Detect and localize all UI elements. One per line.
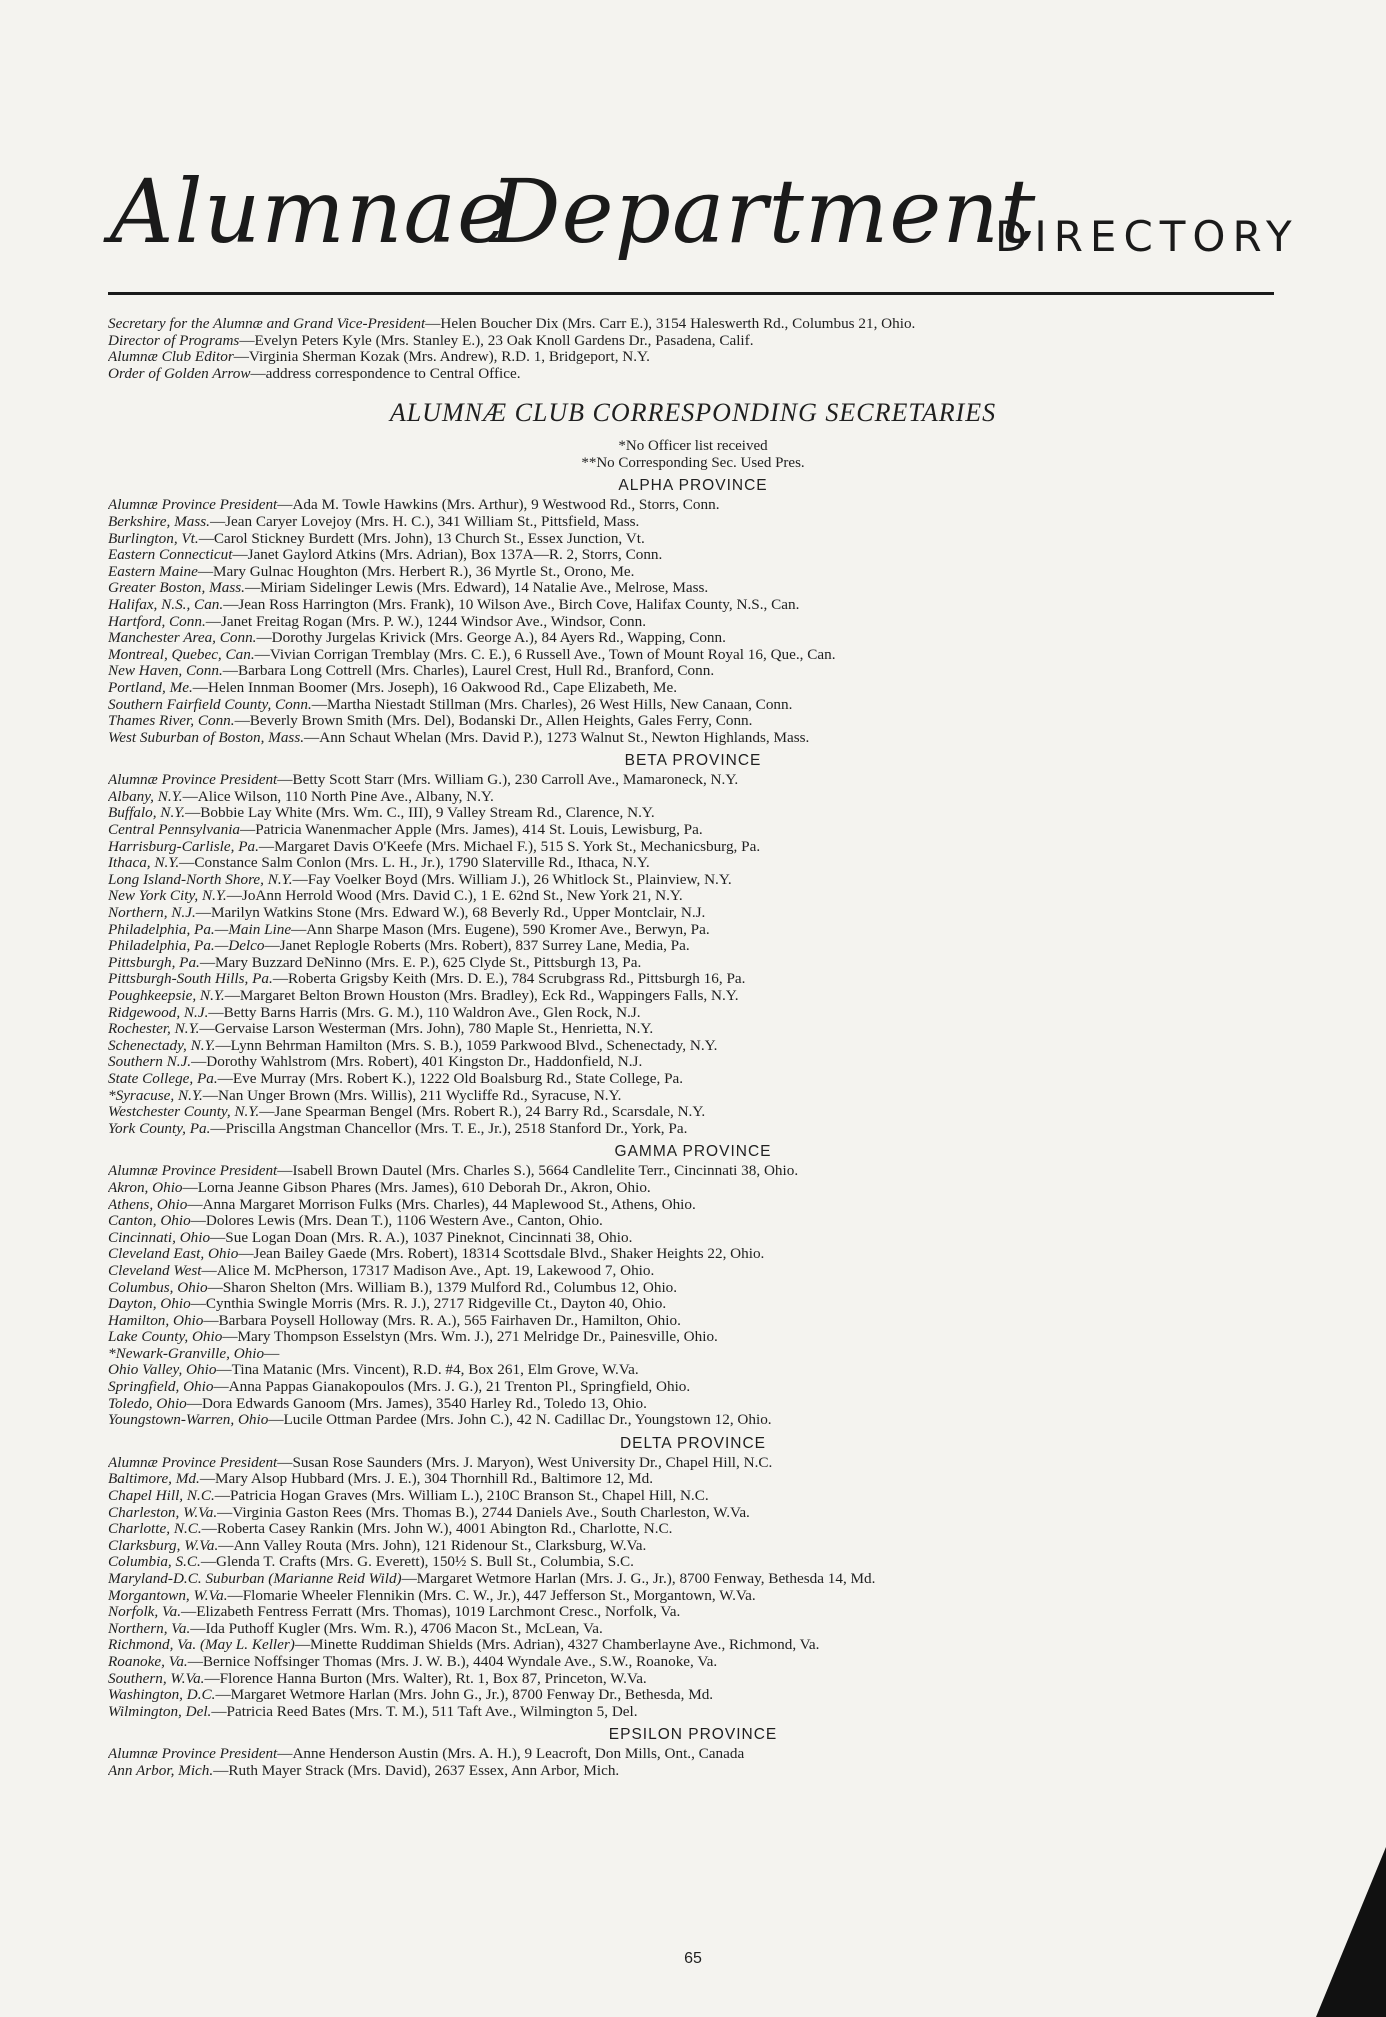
- entry-place: Ridgewood, N.J.: [108, 1004, 209, 1021]
- entry-place: Eastern Maine: [108, 563, 198, 580]
- entry-place: Youngstown-Warren, Ohio: [108, 1412, 269, 1429]
- entry-details: —Dolores Lewis (Mrs. Dean T.), 1106 Western Ave., Canton, Ohio.: [190, 1213, 603, 1230]
- entry-place: Manchester Area, Conn.: [108, 630, 257, 647]
- entry-details: —Jean Caryer Lovejoy (Mrs. H. C.), 341 William St., Pittsfield, Mass.: [209, 513, 640, 530]
- entry-place: Rochester, N.Y.: [108, 1021, 200, 1038]
- entry-place: Canton, Ohio: [108, 1213, 191, 1230]
- entry-place: Westchester County, N.Y.: [108, 1104, 260, 1121]
- entry-details: —Tina Matanic (Mrs. Vincent), R.D. #4, Box 261, Elm Grove, W.Va.: [216, 1362, 639, 1379]
- entry-details: —Patricia Wanenmacher Apple (Mrs. James), 414 St. Louis, Lewisburg, Pa.: [240, 822, 703, 839]
- entry-place: Harrisburg-Carlisle, Pa.: [108, 838, 259, 855]
- entry-details: —Barbara Poysell Holloway (Mrs. R. A.), 565 Fairhaven Dr., Hamilton, Ohio.: [203, 1312, 681, 1329]
- entry-details: —Martha Niestadt Stillman (Mrs. Charles), 26 West Hills, New Canaan, Conn.: [311, 696, 793, 713]
- club-entry: [108, 1538, 1278, 1555]
- entry-details: —Florence Hanna Burton (Mrs. Walter), Rt. 1, Box 87, Princeton, W.Va.: [204, 1670, 647, 1687]
- officers-list: [108, 316, 1278, 382]
- entry-place: State College, Pa.: [108, 1070, 218, 1087]
- club-entry: [108, 905, 1278, 922]
- entry-details: —Eve Murray (Mrs. Robert K.), 1222 Old Boalsburg Rd., State College, Pa.: [217, 1070, 684, 1087]
- club-entry: [108, 855, 1278, 872]
- entry-place: Norfolk, Va.: [108, 1604, 181, 1621]
- entry-details: —Anne Henderson Austin (Mrs. A. H.), 9 Leacroft, Don Mills, Ont., Canada: [277, 1746, 745, 1763]
- entry-details: —Ruth Mayer Strack (Mrs. David), 2637 Essex, Ann Arbor, Mich.: [213, 1762, 620, 1779]
- entry-place: Long Island-North Shore, N.Y.: [108, 871, 293, 888]
- entry-details: —Jane Spearman Bengel (Mrs. Robert R.), 24 Barry Rd., Scarsdale, N.Y.: [259, 1104, 706, 1121]
- club-entry: [108, 1362, 1278, 1379]
- entry-place: Cincinnati, Ohio: [108, 1229, 211, 1246]
- entry-place: Alumnæ Province President: [108, 772, 278, 789]
- entry-details: —Mary Thompson Esselstyn (Mrs. Wm. J.), 271 Melridge Dr., Painesville, Ohio.: [222, 1329, 718, 1346]
- entry-place: Halifax, N.S., Can.: [108, 596, 224, 613]
- officer-role: Secretary for the Alumnæ and Grand Vice-President: [108, 316, 426, 332]
- entry-place: Ann Arbor, Mich.: [108, 1762, 214, 1779]
- club-entry: [108, 697, 1278, 714]
- entry-details: —Mary Alsop Hubbard (Mrs. J. E.), 304 Thornhill Rd., Baltimore 12, Md.: [199, 1471, 654, 1488]
- entry-details: —Dora Edwards Ganoom (Mrs. James), 3540 Harley Rd., Toledo 13, Ohio.: [186, 1395, 647, 1412]
- club-entry: [108, 1005, 1278, 1022]
- club-entry: [108, 1379, 1278, 1396]
- entry-details: —Roberta Grigsby Keith (Mrs. D. E.), 784 Scrubgrass Rd., Pittsburgh 16, Pa.: [272, 971, 746, 988]
- club-entry: [108, 922, 1278, 939]
- club-entry: [108, 1021, 1278, 1038]
- club-entry: [108, 1246, 1278, 1263]
- officer-entry: [108, 349, 1278, 366]
- club-entry: [108, 1280, 1278, 1297]
- entry-details: —Mary Gulnac Houghton (Mrs. Herbert R.), 36 Myrtle St., Orono, Me.: [197, 563, 635, 580]
- entry-place: Pittsburgh, Pa.: [108, 954, 200, 971]
- club-entry: [108, 580, 1278, 597]
- club-entry: [108, 1671, 1278, 1688]
- entry-details: —Mary Buzzard DeNinno (Mrs. E. P.), 625 Clyde St., Pittsburgh 13, Pa.: [199, 954, 642, 971]
- club-entry: [108, 1488, 1278, 1505]
- entry-place: Poughkeepsie, N.Y.: [108, 988, 225, 1004]
- club-entry: [108, 1054, 1278, 1071]
- club-entry: [108, 1197, 1278, 1214]
- entry-details: —Janet Gaylord Atkins (Mrs. Adrian), Box 137A—R. 2, Storrs, Conn.: [232, 547, 663, 564]
- club-entry: [108, 1396, 1278, 1413]
- entry-details: —Janet Replogle Roberts (Mrs. Robert), 837 Surrey Lane, Media, Pa.: [264, 938, 690, 955]
- entry-details: —Ann Sharpe Mason (Mrs. Eugene), 590 Kromer Ave., Berwyn, Pa.: [291, 921, 710, 938]
- entry-details: —Patricia Reed Bates (Mrs. T. M.), 511 Taft Ave., Wilmington 5, Del.: [211, 1703, 638, 1720]
- entry-details: —Lorna Jeanne Gibson Phares (Mrs. James), 610 Deborah Dr., Akron, Ohio.: [182, 1179, 651, 1196]
- club-entry: [108, 1263, 1278, 1280]
- provinces-list: [108, 477, 1278, 1779]
- club-entry: [108, 872, 1278, 889]
- club-entry: [108, 647, 1278, 664]
- entry-details: —Nan Unger Brown (Mrs. Willis), 211 Wycliffe Rd., Syracuse, N.Y.: [202, 1087, 622, 1104]
- entry-details: —Dorothy Wahlstrom (Mrs. Robert), 401 Kingston Dr., Haddonfield, N.J.: [191, 1054, 643, 1071]
- club-entry: [108, 630, 1278, 647]
- entry-details: —Janet Freitag Rogan (Mrs. P. W.), 1244 Windsor Ave., Windsor, Conn.: [205, 613, 647, 630]
- entry-place: Philadelphia, Pa.—Main Line: [108, 921, 292, 938]
- club-entry: [108, 1296, 1278, 1313]
- entry-place: Central Pennsylvania: [108, 822, 241, 839]
- officer-entry: [108, 366, 1278, 383]
- entry-place: Hartford, Conn.: [108, 613, 206, 630]
- entry-place: Portland, Me.: [108, 679, 193, 696]
- entry-place: Philadelphia, Pa.—Delco: [108, 938, 265, 955]
- entry-place: Charleston, W.Va.: [108, 1504, 218, 1521]
- entry-details: —Susan Rose Saunders (Mrs. J. Maryon), West University Dr., Chapel Hill, N.C.: [277, 1454, 773, 1471]
- entry-details: —Isabell Brown Dautel (Mrs. Charles S.), 5664 Candlelite Terr., Cincinnati 38, Ohio.: [277, 1163, 799, 1180]
- entry-details: —Fay Voelker Boyd (Mrs. William J.), 26 Whitlock St., Plainview, N.Y.: [292, 871, 732, 888]
- entry-details: —Carol Stickney Burdett (Mrs. John), 13 Church St., Essex Junction, Vt.: [198, 530, 645, 547]
- club-entry: [108, 1604, 1278, 1621]
- club-entry: [108, 1213, 1278, 1230]
- entry-place: Cleveland West: [108, 1262, 202, 1279]
- entry-place: Springfield, Ohio: [108, 1379, 214, 1396]
- entry-place: Richmond, Va. (May L. Keller): [108, 1637, 295, 1654]
- club-section-title: ALUMNÆ CLUB CORRESPONDING SECRETARIES: [389, 398, 997, 428]
- entry-place: Lake County, Ohio: [108, 1329, 223, 1346]
- entry-details: —Margaret Wetmore Harlan (Mrs. J. G., Jr.), 8700 Fenway, Bethesda 14, Md.: [401, 1571, 876, 1587]
- club-entry: [108, 1329, 1278, 1346]
- club-entry: [108, 1588, 1278, 1605]
- club-entry: [108, 1746, 1278, 1763]
- club-entry: [108, 1088, 1278, 1105]
- club-entry: [108, 1654, 1278, 1671]
- entry-details: —Anna Margaret Morrison Fulks (Mrs. Charles), 44 Maplewood St., Athens, Ohio.: [187, 1196, 696, 1213]
- entry-place: Ohio Valley, Ohio: [108, 1362, 217, 1379]
- entry-place: Alumnæ Province President: [108, 497, 278, 514]
- entry-details: —JoAnn Herrold Wood (Mrs. David C.), 1 E. 62nd St., New York 21, N.Y.: [226, 888, 683, 905]
- entry-details: —Ann Schaut Whelan (Mrs. David P.), 1273 Walnut St., Newton Highlands, Mass.: [304, 729, 810, 746]
- province-heading: EPSILON PROVINCE: [608, 1726, 778, 1744]
- club-entry: [108, 564, 1278, 581]
- entry-details: —Anna Pappas Gianakopoulos (Mrs. J. G.), 21 Trenton Pl., Springfield, Ohio.: [213, 1379, 691, 1396]
- club-entry: [108, 1521, 1278, 1538]
- entry-details: —Minette Ruddiman Shields (Mrs. Adrian), 4327 Chamberlayne Ave., Richmond, Va.: [294, 1637, 820, 1654]
- entry-place: Washington, D.C.: [108, 1687, 216, 1704]
- officer-role: Director of Programs: [108, 332, 240, 349]
- entry-place: Wilmington, Del.: [108, 1703, 212, 1720]
- note-no-officer-list: *No Officer list received: [618, 438, 768, 455]
- entry-details: —Margaret Belton Brown Houston (Mrs. Bradley), Eck Rd., Wappingers Falls, N.Y.: [224, 988, 739, 1004]
- entry-details: —Glenda T. Crafts (Mrs. G. Everett), 150½ S. Bull St., Columbia, S.C.: [200, 1554, 634, 1571]
- club-entry: [108, 1071, 1278, 1088]
- club-entry: [108, 1571, 1278, 1588]
- entry-place: New York City, N.Y.: [108, 888, 227, 905]
- entry-details: —Ida Puthoff Kugler (Mrs. Wm. R.), 4706 Macon St., McLean, Va.: [190, 1620, 603, 1637]
- entry-place: Columbus, Ohio: [108, 1279, 208, 1296]
- entry-details: —Bernice Noffsinger Thomas (Mrs. J. W. B.), 4404 Wyndale Ave., S.W., Roanoke, Va.: [187, 1653, 718, 1670]
- club-entry: [108, 531, 1278, 548]
- entry-details: —Betty Barns Harris (Mrs. G. M.), 110 Waldron Ave., Glen Rock, N.J.: [208, 1004, 641, 1021]
- entry-details: —Jean Bailey Gaede (Mrs. Robert), 18314 Scottsdale Blvd., Shaker Heights 22, Ohio.: [238, 1246, 765, 1263]
- club-entry: [108, 888, 1278, 905]
- entry-place: Thames River, Conn.: [108, 713, 235, 730]
- entry-details: —Sharon Shelton (Mrs. William B.), 1379 Mulford Rd., Columbus 12, Ohio.: [207, 1279, 678, 1296]
- entry-place: Roanoke, Va.: [108, 1653, 188, 1670]
- entry-place: New Haven, Conn.: [108, 663, 223, 680]
- title-department: Department: [490, 160, 1037, 263]
- club-entry: [108, 663, 1278, 680]
- entry-details: —Patricia Hogan Graves (Mrs. William L.), 210C Branson St., Chapel Hill, N.C.: [214, 1488, 709, 1505]
- club-entry: [108, 1637, 1278, 1654]
- entry-place: Southern, W.Va.: [108, 1670, 205, 1687]
- entry-place: Baltimore, Md.: [108, 1471, 200, 1488]
- entry-place: West Suburban of Boston, Mass.: [108, 729, 305, 746]
- entry-place: Alumnæ Province President: [108, 1163, 278, 1180]
- club-entry: [108, 1121, 1278, 1138]
- club-entry: [108, 938, 1278, 955]
- title-directory: DIRECTORY: [995, 212, 1299, 261]
- entry-details: —Virginia Gaston Rees (Mrs. Thomas B.), 2744 Daniels Ave., South Charleston, W.Va.: [217, 1504, 750, 1521]
- entry-place: Clarksburg, W.Va.: [108, 1537, 219, 1554]
- club-entry: [108, 614, 1278, 631]
- club-entry: [108, 839, 1278, 856]
- entry-place: Montreal, Quebec, Can.: [108, 646, 255, 663]
- entry-place: Charlotte, N.C.: [108, 1521, 202, 1538]
- entry-details: —Lynn Behrman Hamilton (Mrs. S. B.), 1059 Parkwood Blvd., Schenectady, N.Y.: [215, 1037, 718, 1054]
- entry-details: —Jean Ross Harrington (Mrs. Frank), 10 Wilson Ave., Birch Cove, Halifax County, N.S., Can.: [223, 596, 800, 613]
- entry-place: Hamilton, Ohio: [108, 1312, 204, 1329]
- club-entry: [108, 1163, 1278, 1180]
- entry-details: —Helen Innman Boomer (Mrs. Joseph), 16 Oakwood Rd., Cape Elizabeth, Me.: [192, 679, 678, 696]
- entry-details: —Margaret Davis O'Keefe (Mrs. Michael F.), 515 S. York St., Mechanicsburg, Pa.: [258, 838, 761, 855]
- club-entry: [108, 1455, 1278, 1472]
- note-no-corresponding-sec: **No Corresponding Sec. Used Pres.: [581, 454, 805, 471]
- entry-details: —Lucile Ottman Pardee (Mrs. John C.), 42 N. Cadillac Dr., Youngstown 12, Ohio.: [268, 1412, 772, 1429]
- entry-place: Burlington, Vt.: [108, 530, 199, 547]
- entry-details: —Sue Logan Doan (Mrs. R. A.), 1037 Pineknot, Cincinnati 38, Ohio.: [210, 1229, 633, 1246]
- entry-details: —Bobbie Lay White (Mrs. Wm. C., III), 9 Valley Stream Rd., Clarence, N.Y.: [185, 805, 655, 822]
- entry-place: *Newark-Granville, Ohio: [108, 1345, 265, 1362]
- entry-place: Toledo, Ohio: [108, 1395, 187, 1412]
- entry-place: Columbia, S.C.: [108, 1554, 201, 1571]
- entry-place: Greater Boston, Mass.: [108, 580, 245, 597]
- entry-details: —Flomarie Wheeler Flennikin (Mrs. C. W., Jr.), 447 Jefferson St., Morgantown, W.Va.: [227, 1587, 756, 1604]
- entry-details: —Alice M. McPherson, 17317 Madison Ave., Apt. 19, Lakewood 7, Ohio.: [201, 1262, 655, 1279]
- entry-details: —Roberta Casey Rankin (Mrs. John W.), 4001 Abington Rd., Charlotte, N.C.: [201, 1521, 673, 1538]
- entry-place: Akron, Ohio: [108, 1179, 183, 1196]
- entry-details: —Beverly Brown Smith (Mrs. Del), Bodanski Dr., Allen Heights, Gales Ferry, Conn.: [234, 713, 753, 730]
- club-entry: [108, 1763, 1278, 1780]
- scan-corner-shadow: [1316, 1847, 1386, 2017]
- entry-place: Athens, Ohio: [108, 1196, 188, 1213]
- club-entry: [108, 955, 1278, 972]
- entry-place: York County, Pa.: [108, 1120, 211, 1137]
- entry-place: Cleveland East, Ohio: [108, 1246, 239, 1263]
- entry-place: Southern N.J.: [108, 1054, 192, 1071]
- entry-details: —Helen Boucher Dix (Mrs. Carr E.), 3154 Haleswerth Rd., Columbus 21, Ohio.: [425, 316, 916, 332]
- directory-content: [108, 316, 1278, 1780]
- club-entry: [108, 1621, 1278, 1638]
- entry-place: Alumnæ Province President: [108, 1454, 278, 1471]
- club-entry: [108, 1412, 1278, 1429]
- entry-place: Dayton, Ohio: [108, 1296, 191, 1313]
- entry-details: —Elizabeth Fentress Ferratt (Mrs. Thomas), 1019 Larchmont Cresc., Norfolk, Va.: [181, 1604, 681, 1621]
- club-entry: [108, 1505, 1278, 1522]
- club-entry: [108, 822, 1278, 839]
- entry-place: *Syracuse, N.Y.: [108, 1087, 203, 1104]
- club-entry: [108, 1704, 1278, 1721]
- entry-details: —Marilyn Watkins Stone (Mrs. Edward W.), 68 Beverly Rd., Upper Montclair, N.J.: [195, 905, 706, 922]
- club-entry: [108, 1038, 1278, 1055]
- title-alumnae: Alumnae: [110, 160, 511, 263]
- club-entry: [108, 988, 1278, 1005]
- entry-details: —Betty Scott Starr (Mrs. William G.), 230 Carroll Ave., Mamaroneck, N.Y.: [277, 772, 739, 789]
- entry-place: Berkshire, Mass.: [108, 513, 210, 530]
- club-entry: [108, 597, 1278, 614]
- club-entry: [108, 1554, 1278, 1571]
- entry-details: —Evelyn Peters Kyle (Mrs. Stanley E.), 23 Oak Knoll Gardens Dr., Pasadena, Calif.: [239, 332, 754, 349]
- entry-details: —Ann Valley Routa (Mrs. John), 121 Ridenour St., Clarksburg, W.Va.: [218, 1537, 647, 1554]
- entry-place: Eastern Connecticut: [108, 547, 233, 564]
- entry-place: Maryland-D.C. Suburban (Marianne Reid Wild): [108, 1571, 402, 1587]
- club-entry: [108, 713, 1278, 730]
- club-entry: [108, 1313, 1278, 1330]
- entry-details: —Virginia Sherman Kozak (Mrs. Andrew), R.D. 1, Bridgeport, N.Y.: [233, 349, 650, 366]
- province-heading: BETA PROVINCE: [624, 752, 762, 770]
- club-entry: [108, 1230, 1278, 1247]
- club-entry: [108, 1104, 1278, 1121]
- club-entry: [108, 497, 1278, 514]
- entry-details: —Alice Wilson, 110 North Pine Ave., Albany, N.Y.: [182, 788, 494, 805]
- entry-place: Chapel Hill, N.C.: [108, 1488, 215, 1505]
- officer-entry: [108, 316, 1278, 333]
- club-entry: [108, 805, 1278, 822]
- entry-details: —Miriam Sidelinger Lewis (Mrs. Edward), 14 Natalie Ave., Melrose, Mass.: [244, 580, 709, 597]
- club-entry: [108, 789, 1278, 806]
- entry-place: Albany, N.Y.: [108, 788, 183, 805]
- club-entry: [108, 1471, 1278, 1488]
- entry-details: —: [264, 1345, 280, 1362]
- entry-details: —Priscilla Angstman Chancellor (Mrs. T. E., Jr.), 2518 Stanford Dr., York, Pa.: [210, 1120, 688, 1137]
- entry-place: Northern, Va.: [108, 1620, 191, 1637]
- officer-entry: [108, 333, 1278, 350]
- entry-place: Schenectady, N.Y.: [108, 1037, 216, 1054]
- club-entry: [108, 772, 1278, 789]
- club-entry: [108, 1180, 1278, 1197]
- club-entry: [108, 730, 1278, 747]
- entry-details: —Cynthia Swingle Morris (Mrs. R. J.), 2717 Ridgeville Ct., Dayton 40, Ohio.: [190, 1296, 667, 1313]
- entry-details: —Vivian Corrigan Tremblay (Mrs. C. E.), 6 Russell Ave., Town of Mount Royal 16, Que., Can.: [254, 646, 836, 663]
- entry-details: —Dorothy Jurgelas Krivick (Mrs. George A.), 84 Ayers Rd., Wapping, Conn.: [256, 630, 726, 647]
- club-entry: [108, 971, 1278, 988]
- entry-place: Morgantown, W.Va.: [108, 1587, 228, 1604]
- club-entry: [108, 547, 1278, 564]
- header-rule: [108, 292, 1274, 295]
- masthead: [110, 140, 1299, 290]
- club-entry: [108, 680, 1278, 697]
- entry-place: Ithaca, N.Y.: [108, 855, 180, 872]
- entry-place: Northern, N.J.: [108, 905, 196, 922]
- entry-details: —Ada M. Towle Hawkins (Mrs. Arthur), 9 Westwood Rd., Storrs, Conn.: [277, 497, 720, 514]
- entry-details: —Barbara Long Cottrell (Mrs. Charles), Laurel Crest, Hull Rd., Branford, Conn.: [222, 663, 715, 680]
- entry-details: —Margaret Wetmore Harlan (Mrs. John G., Jr.), 8700 Fenway Dr., Bethesda, Md.: [215, 1687, 714, 1704]
- club-entry: [108, 1346, 1278, 1363]
- entry-details: —Constance Salm Conlon (Mrs. L. H., Jr.), 1790 Slaterville Rd., Ithaca, N.Y.: [179, 855, 650, 872]
- entry-place: Buffalo, N.Y.: [108, 805, 186, 822]
- entry-place: Pittsburgh-South Hills, Pa.: [108, 971, 273, 988]
- officer-role: Alumnæ Club Editor: [108, 349, 234, 366]
- officer-role: Order of Golden Arrow: [108, 365, 251, 382]
- province-heading: GAMMA PROVINCE: [614, 1143, 772, 1161]
- entry-details: —Gervaise Larson Westerman (Mrs. John), 780 Maple St., Henrietta, N.Y.: [199, 1021, 654, 1038]
- entry-place: Southern Fairfield County, Conn.: [108, 696, 312, 713]
- province-heading: DELTA PROVINCE: [619, 1434, 767, 1452]
- page-number: 65: [684, 1950, 702, 1967]
- province-heading: ALPHA PROVINCE: [618, 477, 768, 495]
- club-entry: [108, 514, 1278, 531]
- entry-place: Alumnæ Province President: [108, 1746, 278, 1763]
- entry-details: —address correspondence to Central Office.: [250, 365, 521, 382]
- club-entry: [108, 1687, 1278, 1704]
